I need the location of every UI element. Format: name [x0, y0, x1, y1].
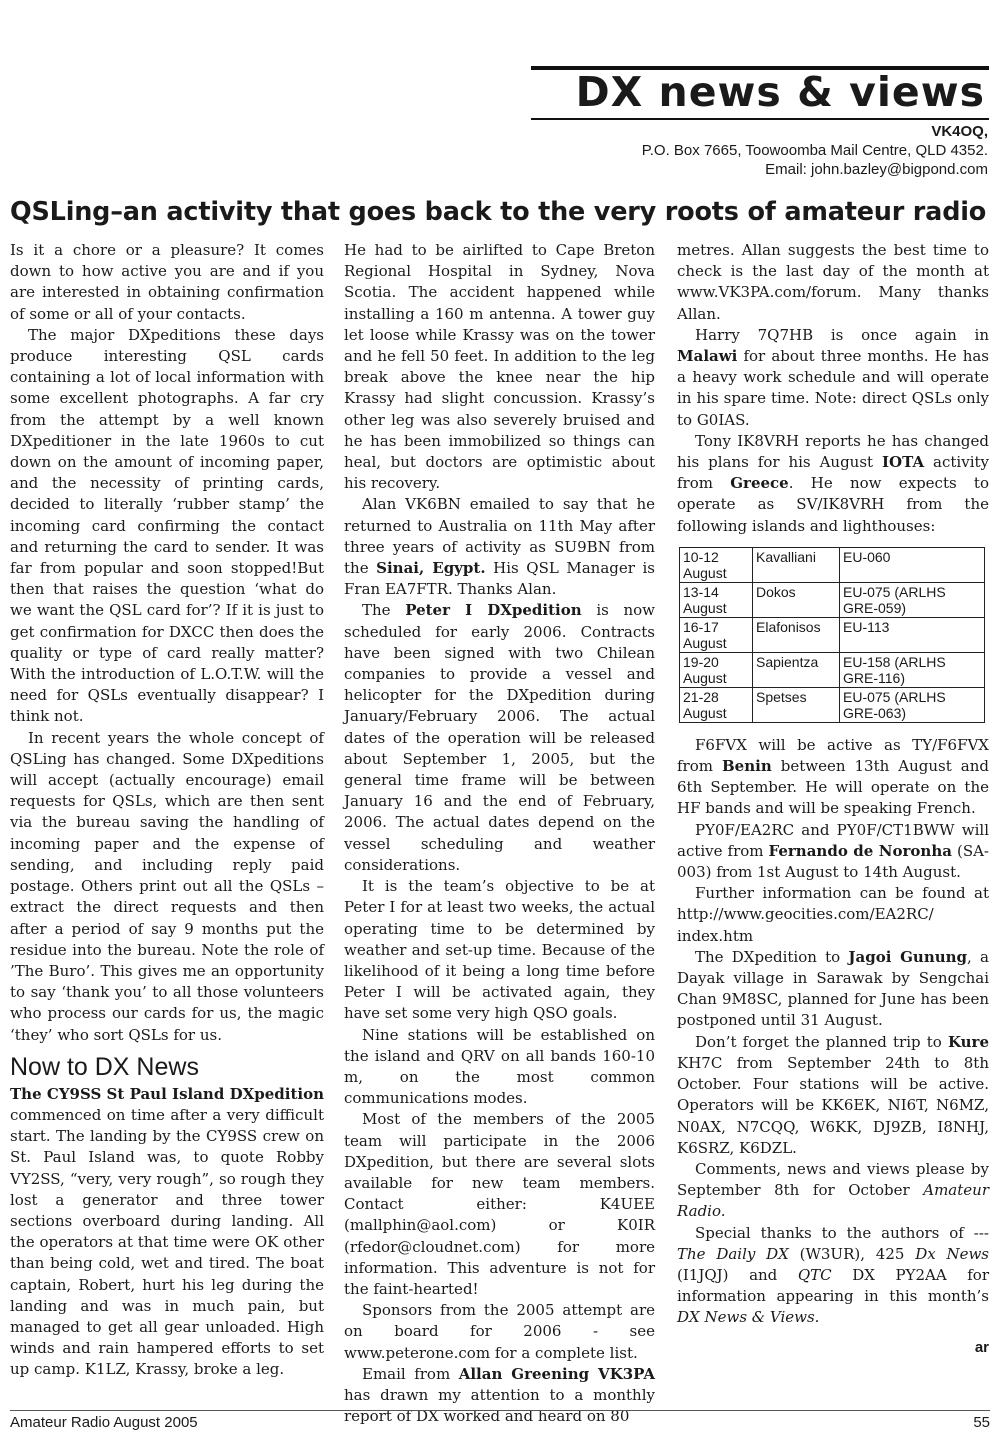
paragraph: [677, 1159, 989, 1223]
paragraph: metres. Allan suggests the best time to check is the last day of the month at www.VK3PA.com/forum. Many thanks Allan.: [677, 241, 989, 323]
paragraph: [677, 735, 989, 820]
italic-text: Amateur Radio.: [677, 1181, 989, 1221]
paragraph: It is the team’s objective to be at Peter I for at least two weeks, the actual operating time to be determined by weather and set-up time. Because of the likelihood of it being a long time before Peter I will be activated again, they have set some very high QSO goals.: [344, 877, 655, 1023]
column-3: [677, 240, 989, 1358]
text: Comments, news and views please by September 8th for October: [677, 1159, 989, 1200]
signoff: ar: [974, 1338, 989, 1356]
text: Special thanks to the authors of ---: [695, 1223, 989, 1242]
paragraph: Is it a chore or a pleasure? It comes down to how active you are and if you are interested in obtaining confirmation of some or all of your contacts.: [10, 241, 324, 323]
paragraph: [344, 600, 655, 876]
section-title: DX news & views: [575, 68, 985, 116]
table-cell-ref: EU-158 (ARLHS GRE-116): [840, 652, 985, 687]
text: The: [362, 601, 406, 620]
text: DX PY2AA for information appearing in this month’s: [677, 1265, 989, 1306]
bold-text: Kure: [947, 1032, 989, 1051]
paragraph: [677, 820, 989, 884]
bold-text: IOTA: [882, 453, 925, 472]
bold-text: Malawi: [677, 347, 738, 366]
table-cell-ref: EU-075 (ARLHS GRE-063): [840, 687, 985, 722]
section-banner: [531, 66, 989, 120]
text: Tony IK8VRH reports he has changed his plans for his August: [677, 431, 989, 472]
text: KH7C from September 24th to 8th October. Four stations will be active. Operators will be KK6EK, NI6T, N6MZ, N0AX, N7CQQ, W6KK, DJ9ZB, I8NHJ, K6SRZ, K6DZL.: [677, 1053, 989, 1157]
column-1: [10, 240, 324, 1381]
paragraph: [10, 1084, 324, 1381]
table-cell-dates: 16-17 August: [680, 617, 753, 652]
text: between 13th August and 6th September. He will operate on the HF bands and will be speaking French.: [677, 757, 990, 818]
text: (SA-003) from 1st August to 14th August.: [677, 841, 989, 882]
text: Alan VK6BN emailed to say that he returned to Australia on 11th May after three years of activity as SU9BN from the: [344, 495, 655, 578]
paragraph: Most of the members of the 2005 team will participate in the 2006 DXpedition, but there are several slots available for new team members. Contact either: K4UEE (mallphin@aol.com) or K0IR (rfedor@cloudnet.com) for more information. This adventure is not for the faint-hearted!: [344, 1110, 655, 1298]
text: (I1JQJ) and: [677, 1265, 798, 1284]
text: Don’t forget the planned trip to: [695, 1032, 948, 1051]
paragraph: [344, 494, 655, 600]
text: is now scheduled for early 2006. Contracts have been signed with two Chilean companies to provide a vessel and helicopter for the DXpedition during January/February 2006. The actual dates of the operation will be released about September 1, 2005, but the general time frame will be between January 16 and the end of February, 2006. The actual dates depend on the vessel scheduling and weather considerations.: [344, 601, 655, 874]
table-row: [680, 687, 985, 722]
page-number: 55: [973, 1414, 990, 1431]
text: has drawn my attention to a monthly report of DX worked and heard on 80: [344, 1385, 655, 1426]
paragraph: [677, 325, 989, 431]
publication-info: Amateur Radio August 2005: [10, 1414, 198, 1431]
italic-text: QTC: [797, 1265, 832, 1284]
paragraph: [344, 1364, 655, 1428]
table-cell-island: Elafonisos: [753, 617, 840, 652]
table-cell-island: Kavalliani: [753, 547, 840, 582]
author-callsign: VK4OQ,: [931, 123, 988, 140]
italic-text: DX News & Views.: [677, 1308, 820, 1327]
table-cell-island: Dokos: [753, 582, 840, 617]
iota-schedule-table: [679, 547, 985, 723]
italic-text: Dx News: [915, 1244, 989, 1263]
text: The DXpedition to: [695, 947, 849, 966]
text: for about three months. He has a heavy work schedule and will operate in his spare time. Note: direct QSLs only to G0IAS.: [677, 347, 989, 429]
text: activity from: [677, 453, 989, 493]
paragraph: He had to be airlifted to Cape Breton Regional Hospital in Sydney, Nova Scotia. The accident happened while installing a 160 m antenna. A tower guy let loose while Krassy was on the tower and he fell 50 feet. In addition to the leg break above the knee near the hip Krassy had slight concussion. Krassy’s other leg was also severely bruised and he has been immobilized so things can heal, but doctors are optimistic about his recovery.: [344, 241, 655, 493]
table-cell-ref: EU-075 (ARLHS GRE-059): [840, 582, 985, 617]
text: His QSL Manager is Fran EA7FTR. Thanks Alan.: [344, 559, 656, 599]
paragraph: Sponsors from the 2005 attempt are on board for 2006 - see www.peterone.com for a complete list.: [344, 1301, 655, 1362]
bold-text: Benin: [722, 757, 772, 776]
text: Email from: [362, 1364, 459, 1383]
author-address: P.O. Box 7665, Toowoomba Mail Centre, QLD 4352.: [641, 142, 988, 159]
paragraph: [677, 1223, 989, 1329]
paragraph: [677, 431, 989, 537]
table-cell-island: Spetses: [753, 687, 840, 722]
text: (W3UR), 425: [788, 1244, 916, 1263]
bold-text: The CY9SS St Paul Island DXpedition: [10, 1084, 324, 1103]
bold-text: Greece: [730, 474, 789, 493]
bold-text: Sinai, Egypt.: [376, 559, 486, 578]
bold-text: Jagoi Gunung: [848, 947, 968, 966]
text: , a Dayak village in Sarawak by Sengchai Chan 9M8SC, planned for June has been postponed until 31 August.: [677, 947, 989, 1030]
bold-text: Fernando de Noronha: [768, 841, 952, 860]
italic-text: The Daily DX: [677, 1244, 789, 1263]
table-cell-dates: 10-12 August: [680, 547, 753, 582]
text: commenced on time after a very difficult start. The landing by the CY9SS crew on St. Paul Island was, to quote Robby VY2SS, “very, very rough”, so rough they lost a generator and three tower sections overboard during landing. All the operators at that time were OK other than being cold, wet and tired. The boat captain, Robert, hurt his leg during the landing and was in much pain, but managed to get all gear unloaded. High winds and rain hampered efforts to set up camp. K1LZ, Krassy, broke a leg.: [10, 1105, 324, 1379]
paragraph: [677, 1032, 989, 1159]
table-cell-dates: 13-14 August: [680, 582, 753, 617]
table-cell-ref: EU-060: [840, 547, 985, 582]
text: F6FVX will be active as TY/F6FVX from: [677, 735, 989, 776]
table-row: [680, 652, 985, 687]
text: Harry 7Q7HB is once again in: [695, 325, 989, 344]
table-cell-island: Sapientza: [753, 652, 840, 687]
table-cell-dates: 21-28 August: [680, 687, 753, 722]
author-email: Email: john.bazley@bigpond.com: [765, 161, 988, 178]
text: PY0F/EA2RC and PY0F/CT1BWW will active from: [677, 820, 989, 860]
table-row: [680, 582, 985, 617]
column-2: [344, 240, 655, 1427]
subheading: Now to DX News: [10, 1052, 199, 1081]
author-block: [642, 122, 988, 179]
table-row: [680, 617, 985, 652]
paragraph: Further information can be found at http://www.geocities.com/EA2RC/ index.htm: [677, 884, 989, 945]
paragraph: Nine stations will be established on the island and QRV on all bands 160-10 m, on the most common communications modes.: [344, 1025, 655, 1108]
table-row: [680, 547, 985, 582]
article-headline: QSLing–an activity that goes back to the very roots of amateur radio: [10, 197, 987, 227]
paragraph: The major DXpeditions these days produce interesting QSL cards containing a lot of local information with some excellent photographs. A far cry from the attempt by a well known DXpeditioner in the late 1960s to cut down on the amount of incoming paper, and the necessity of printing cards, decided to literally ‘rubber stamp’ the incoming card confirming the contact and returning the card to sender. It was far from popular and soon stopped!But then that raises the question ‘what do we want the QSL card for’? If it is just to get confirmation for DXCC then does the quality or type of card really matter? With the introduction of L.O.T.W. will the need for QSLs eventually disappear? I think not.: [10, 325, 324, 726]
table-cell-dates: 19-20 August: [680, 652, 753, 687]
paragraph: In recent years the whole concept of QSLing has changed. Some DXpeditions will accept (actually encourage) email requests for QSLs, which are then sent via the bureau saving the handling of incoming paper and the expense of sending, and including reply paid postage. Others print out all the QSLs – extract the direct requests and then after a period of say 9 months put the residue into the bureau. Note the role of ’The Buro’. This gives me an opportunity to say ‘thank you’ to all those volunteers who process our cards for us, the magic ‘they’ who sort QSLs for us.: [10, 728, 324, 1044]
table-cell-ref: EU-113: [840, 617, 985, 652]
bold-text: Peter I DXpedition: [405, 601, 582, 620]
text: . He now expects to operate as SV/IK8VRH from the following islands and lighthouses:: [677, 474, 989, 535]
page-footer: [10, 1410, 990, 1431]
paragraph: [677, 947, 989, 1032]
bold-text: Allan Greening VK3PA: [458, 1364, 655, 1383]
